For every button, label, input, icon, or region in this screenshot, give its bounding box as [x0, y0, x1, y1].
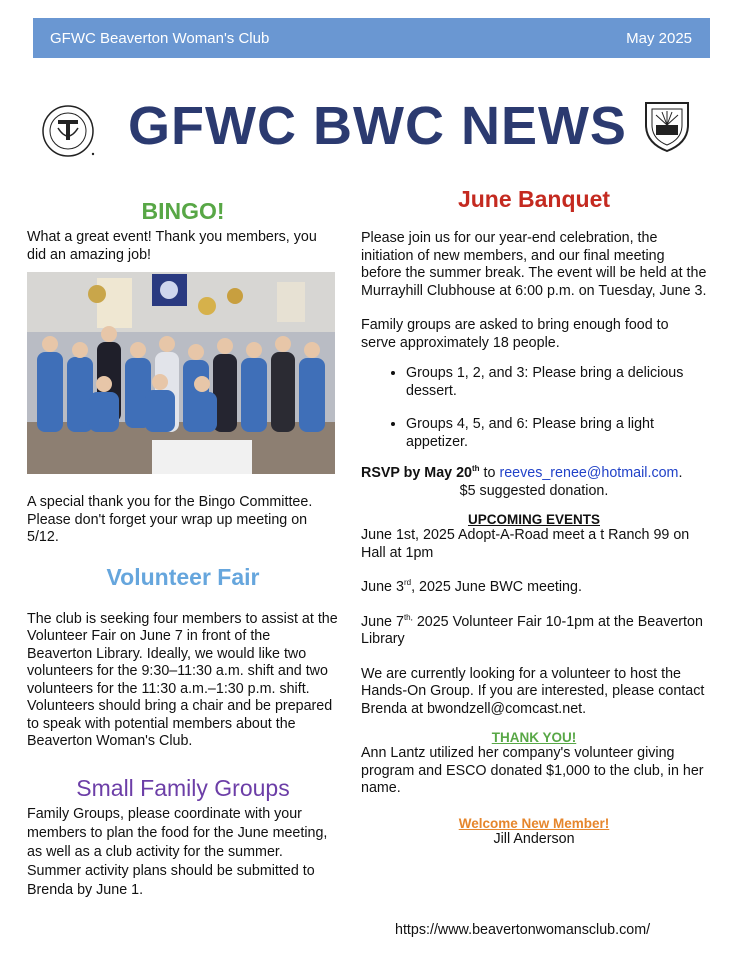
event-text: 2025 Volunteer Fair 10-1pm at the Beaverton Library — [361, 613, 703, 647]
gfwc-shield-seal-icon — [642, 95, 692, 153]
new-member-name: Jill Anderson — [493, 830, 575, 847]
welcome-heading: Welcome New Member! — [458, 815, 610, 831]
volunteer-fair-body: The club is seeking four members to assist at the Volunteer Fair on June 7 in front of the Beaverton Library. Ideally, we would like two volunteers for the 9:30–11:30 a.m. shift and two volunteers for the 11:30 a.m.–1:30 p.m. shift. Volunteers should bring a chair and be prepared to speak with potential members about the Beaverton Woman's Club. — [27, 610, 338, 749]
event-date: June 3 — [361, 579, 404, 595]
website-link[interactable]: https://www.beavertonwomansclub.com/ — [395, 922, 651, 938]
group-photo-icon — [27, 272, 335, 474]
thank-you-heading: THANK YOU! — [491, 730, 577, 745]
event-bwc-meeting — [361, 579, 707, 597]
bingo-intro: What a great event! Thank you members, you did an amazing job! — [27, 229, 317, 263]
volunteer-fair-heading: Volunteer Fair — [106, 563, 260, 590]
club-name: GFWC Beaverton Woman's Club — [50, 29, 270, 47]
bingo-thanks: A special thank you for the Bingo Committee. Please don't forget your wrap up meeting on 5/12. — [27, 494, 313, 545]
small-family-groups-heading: Small Family Groups — [76, 774, 290, 801]
june-banquet-heading: June Banquet — [457, 186, 611, 212]
rsvp-email-link[interactable]: reeves_renee@hotmail.com — [499, 465, 679, 481]
bingo-heading: BINGO! — [141, 198, 225, 224]
list-item: • Groups 1, 2, and 3: Please bring a delicious dessert. — [406, 365, 707, 400]
hands-on-note: We are currently looking for a volunteer to host the Hands-On Group. If you are interested, please contact Brenda at bwondzell@comcast.net. — [361, 665, 705, 717]
small-family-groups-body: Family Groups, please coordinate with your members to plan the food for the June meeting, as well as a club activity for the summer. Summer activity plans should be submitted to Brenda by June 1. — [27, 805, 328, 898]
june-banquet-intro: Please join us for our year-end celebration, the initiation of new members, and our final meeting before the summer break. The event will be held at the Murrayhill Clubhouse at 6:00 p.m. on Tuesday, June 3. — [361, 230, 707, 299]
issue-date: May 2025 — [626, 29, 692, 47]
event-date-sup: th, — [403, 612, 413, 622]
rsvp-label: RSVP by May 20 — [361, 465, 472, 481]
thank-you-body: Ann Lantz utilized her company's volunteer giving program and ESCO donated $1,000 to the club, in her name. — [361, 745, 704, 796]
rsvp-to: to — [479, 465, 500, 481]
food-list — [361, 365, 707, 451]
list-item: • Groups 4, 5, and 6: Please bring a light appetizer. — [406, 416, 707, 451]
donation-note: $5 suggested donation. — [459, 482, 609, 499]
rsvp-line — [361, 465, 707, 483]
right-column — [361, 186, 707, 848]
event-text: , 2025 June BWC meeting. — [411, 579, 582, 595]
june-banquet-food: Family groups are asked to bring enough food to serve approximately 18 people. — [361, 317, 669, 351]
event-date-sup: rd — [403, 578, 412, 588]
event-volunteer-fair — [361, 614, 707, 649]
rsvp-end: . — [678, 465, 683, 481]
left-column — [27, 198, 339, 900]
newsletter-title: GFWC BWC NEWS — [128, 96, 627, 156]
event-adopt-a-road: June 1st, 2025 Adopt-A-Road meet a t Ranch 99 on Hall at 1pm — [361, 527, 690, 561]
event-date: June 7 — [361, 613, 404, 630]
header-banner — [33, 18, 710, 58]
upcoming-events-heading: UPCOMING EVENTS — [467, 512, 600, 527]
rsvp-sup: th — [472, 464, 480, 474]
